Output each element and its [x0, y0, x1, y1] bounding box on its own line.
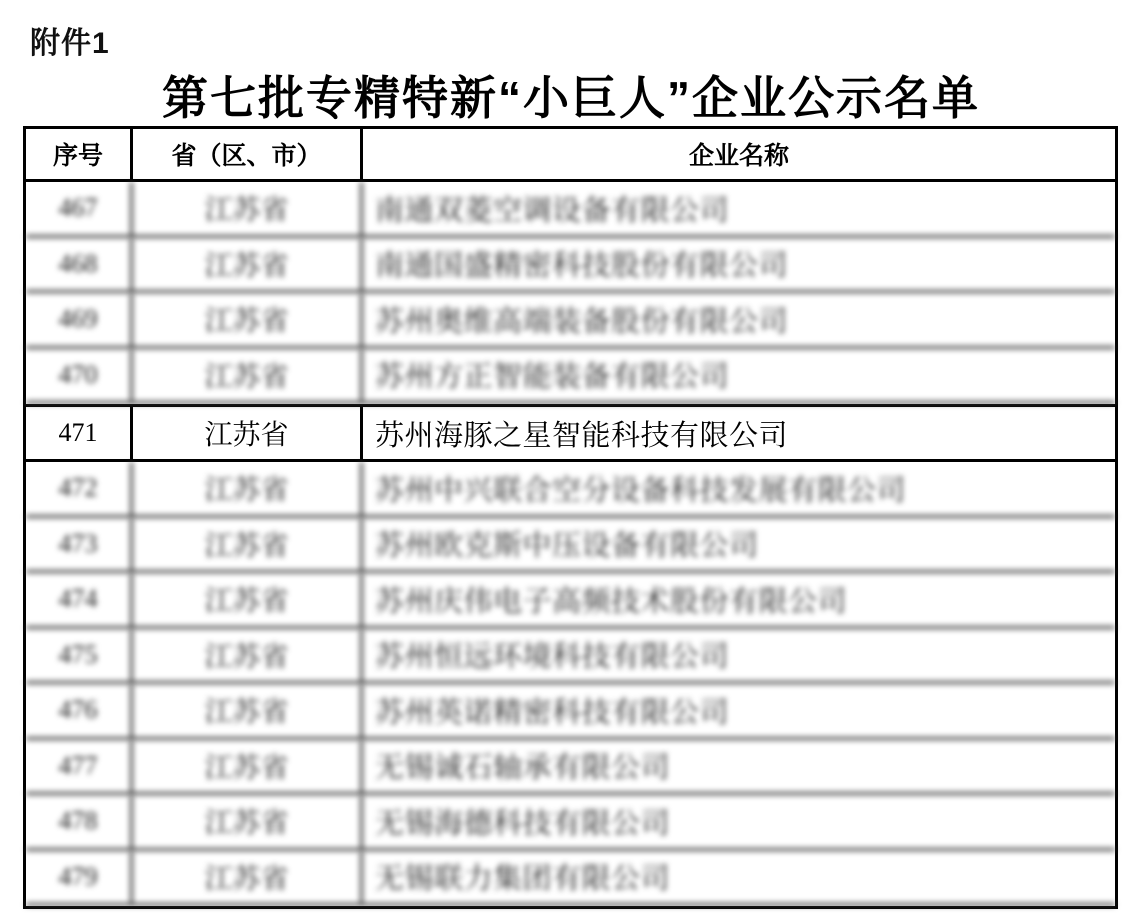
cell-company: 无锡诚石轴承有限公司 [375, 752, 671, 785]
table-row-blurred-467 [26, 182, 1115, 238]
cell-seq: 477 [26, 740, 133, 793]
page-title: 第七批专精特新“小巨人”企业公示名单 [162, 72, 980, 124]
cell-seq: 479 [26, 851, 133, 904]
cell-company: 无锡海德科技有限公司 [375, 807, 671, 840]
cell-province: 江苏省 [133, 462, 363, 515]
table-row-blurred-470 [26, 349, 1115, 405]
table-row-blurred-473 [26, 518, 1115, 574]
cell-company: 苏州海豚之星智能科技有限公司 [375, 419, 789, 452]
cell-province: 江苏省 [133, 795, 363, 848]
column-header-province: 省（区、市） [133, 129, 363, 179]
cell-seq: 467 [26, 182, 133, 235]
table-row-blurred-477 [26, 740, 1115, 796]
table-row-blurred-472 [26, 462, 1115, 518]
cell-province: 江苏省 [133, 629, 363, 682]
table-row-blurred-479 [26, 851, 1115, 907]
cell-province: 江苏省 [133, 518, 363, 571]
table-header-row [26, 129, 1115, 182]
column-header-seq: 序号 [26, 129, 133, 179]
cell-province: 江苏省 [133, 238, 363, 291]
table-row-blurred-469 [26, 293, 1115, 349]
cell-company: 苏州欧克斯中压设备有限公司 [375, 530, 759, 563]
cell-province: 江苏省 [133, 182, 363, 235]
cell-seq: 473 [26, 518, 133, 571]
cell-company: 苏州奥维高端装备股份有限公司 [375, 305, 789, 338]
cell-seq: 474 [26, 573, 133, 626]
cell-company: 苏州方正智能装备有限公司 [375, 361, 730, 394]
attachment-label: 附件1 [30, 27, 110, 60]
cell-company: 苏州庆伟电子高频技术股份有限公司 [375, 585, 848, 618]
cell-company: 南通双菱空调设备有限公司 [375, 194, 730, 227]
cell-province: 江苏省 [133, 740, 363, 793]
cell-province: 江苏省 [133, 349, 363, 402]
table-row-blurred-475 [26, 629, 1115, 685]
table-row-blurred-476 [26, 684, 1115, 740]
cell-province: 江苏省 [133, 684, 363, 737]
cell-seq: 471 [26, 407, 133, 459]
table-row-blurred-474 [26, 573, 1115, 629]
table-row-highlighted-471 [26, 404, 1115, 462]
cell-province: 江苏省 [133, 293, 363, 346]
cell-seq: 468 [26, 238, 133, 291]
cell-company: 苏州中兴联合空分设备科技发展有限公司 [375, 474, 907, 507]
table-row-blurred-468 [26, 238, 1115, 294]
cell-province: 江苏省 [133, 851, 363, 904]
cell-seq: 472 [26, 462, 133, 515]
column-header-company: 企业名称 [688, 143, 789, 170]
cell-seq: 476 [26, 684, 133, 737]
cell-seq: 470 [26, 349, 133, 402]
enterprise-table [23, 126, 1118, 909]
cell-company: 无锡联力集团有限公司 [375, 863, 671, 896]
cell-province: 江苏省 [133, 573, 363, 626]
cell-company: 苏州恒远环境科技有限公司 [375, 641, 730, 674]
cell-company: 苏州英诺精密科技有限公司 [375, 696, 730, 729]
table-row-blurred-478 [26, 795, 1115, 851]
cell-seq: 475 [26, 629, 133, 682]
cell-province: 江苏省 [133, 407, 363, 459]
cell-company: 南通国盛精密科技股份有限公司 [375, 250, 789, 283]
cell-seq: 478 [26, 795, 133, 848]
cell-seq: 469 [26, 293, 133, 346]
